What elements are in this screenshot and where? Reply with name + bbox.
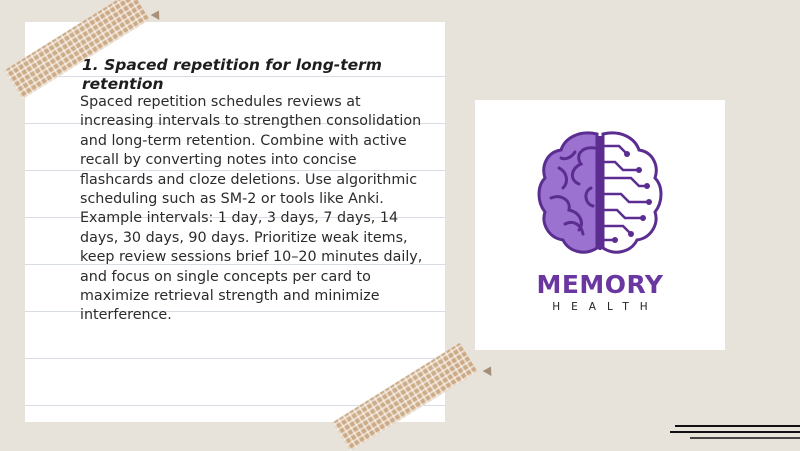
brand-subtitle: HEALTH bbox=[552, 301, 659, 313]
pin-top-icon bbox=[151, 8, 164, 20]
slide-body: Spaced repetition schedules reviews at increasing intervals to strengthen consolidation and long-term retention. Combine with active recall by converting notes into concise flashcards and cloze deletions. Use algorithmic scheduling such as SM-2 or tools like Anki. Example intervals: 1 day, 3 days, 7 days, 14 days, 30 days, 90 days. Prioritize weak items, keep review sessions brief 10–20 minutes daily, and focus on single concepts per card to maximize retrieval strength and minimize interference. bbox=[80, 94, 423, 324]
brand-name: MEMORY bbox=[536, 270, 664, 299]
brain-circuit-icon bbox=[535, 128, 665, 260]
slide-title: 1. Spaced repetition for long-term retention bbox=[82, 56, 382, 93]
decorative-lines-icon bbox=[670, 422, 800, 442]
pin-bottom-icon bbox=[483, 364, 496, 376]
logo-card bbox=[475, 100, 725, 350]
